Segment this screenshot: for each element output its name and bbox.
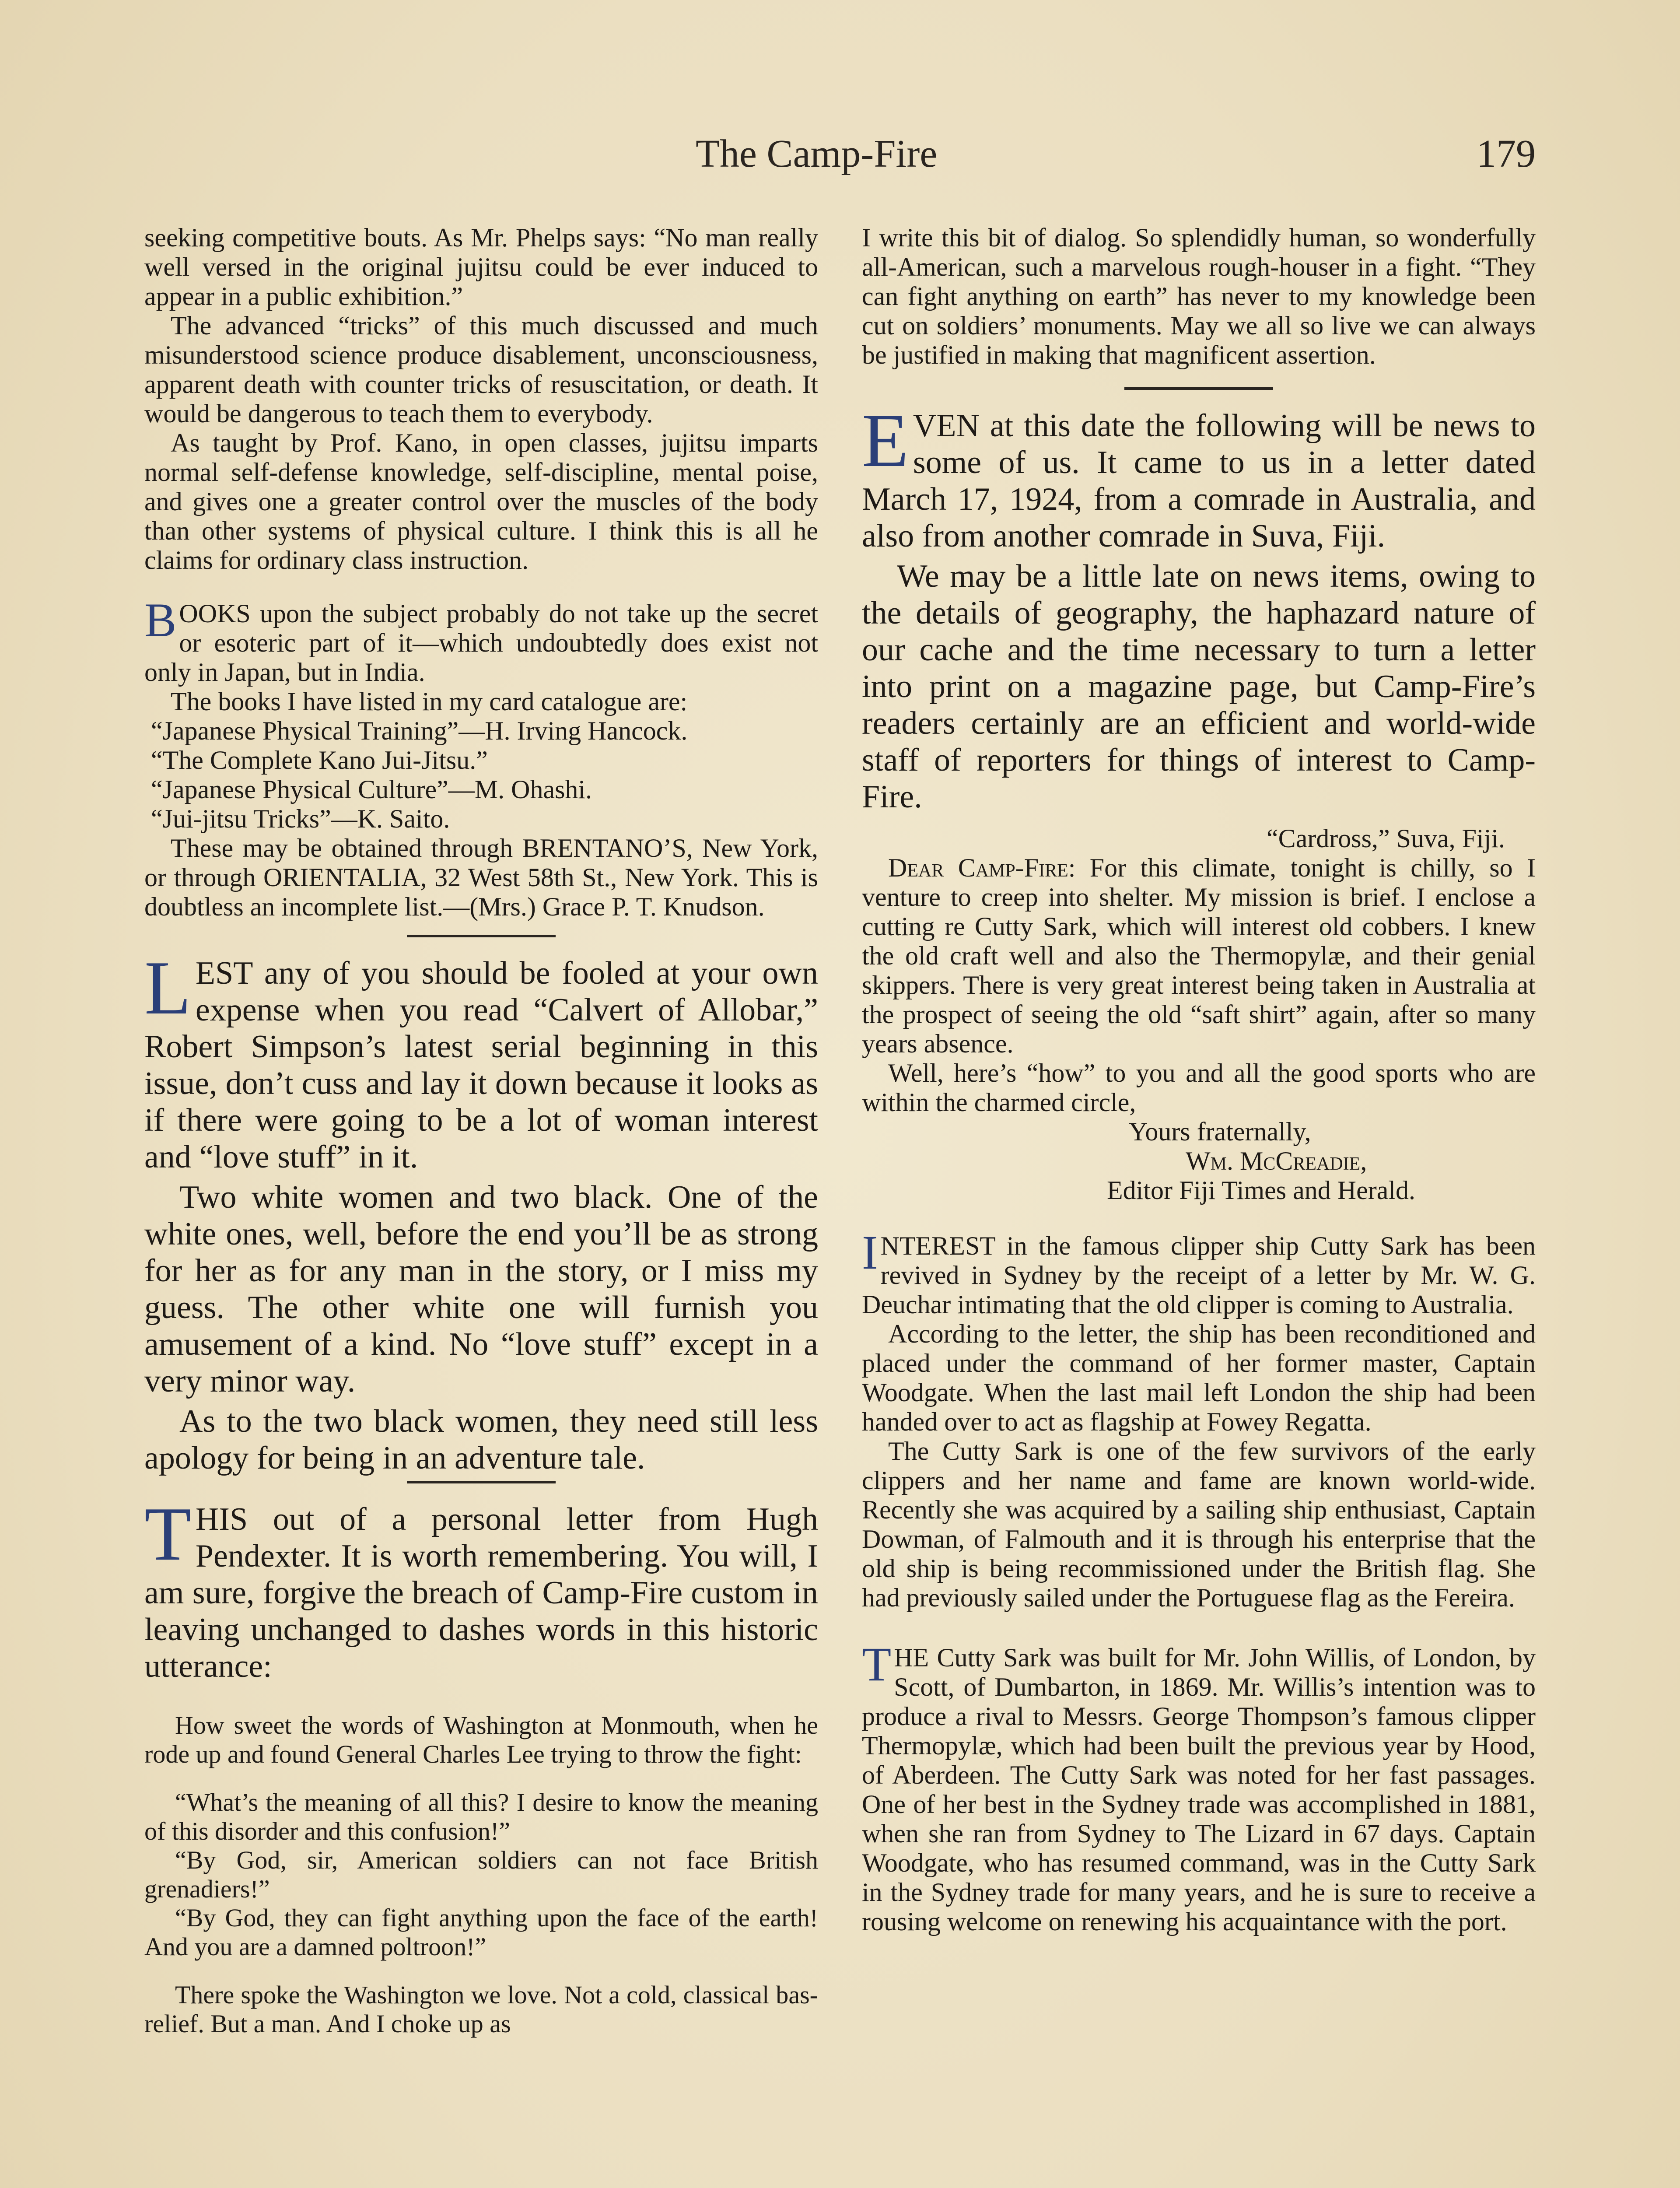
pendexter-section [144, 1491, 818, 1685]
quote-paragraph: How sweet the words of Washington at Monmouth, when he rode up and found General Charles Lee trying to throw the fight: [144, 1711, 818, 1768]
paragraph: The books I have listed in my card catalogue are: [171, 687, 688, 716]
letter-body [862, 853, 1536, 1059]
paragraph-text: VEN at this date the following will be news to some of us. It came to us in a letter dated March 17, 1924, from a comrade in Australia, and also from another comrade in Suva, Fiji. [862, 408, 1536, 554]
paragraph-text: NTEREST in the famous clipper ship Cutty Sark has been revived in Sydney by the receipt of a letter by Mr. W. G. Deuchar intimating that the old clipper is coming to Australia. [862, 1231, 1536, 1319]
jujitsu-section [144, 223, 818, 575]
paragraph [862, 1637, 1536, 1936]
letter-title: Editor Fiji Times and Herald. [1107, 1176, 1415, 1205]
books-section [144, 593, 818, 922]
salutation: Dear Camp-Fire: [888, 853, 1076, 882]
section-divider [1124, 387, 1273, 390]
quote-paragraph: “What’s the meaning of all this? I desire to know the meaning of this disorder and this confusion!” [144, 1788, 818, 1845]
page-number: 179 [1477, 132, 1536, 175]
cutty-sark-history [862, 1637, 1536, 1936]
cutty-sark-section [862, 1226, 1536, 1613]
paragraph [862, 398, 1536, 554]
paragraph: These may be obtained through BRENTANO’S, New York, or through ORIENTALIA, 32 West 58th St., New York. This is doubtless an incomplete list.—(Mrs.) Grace P. T. Knudson. [144, 834, 818, 921]
lest-section [144, 945, 818, 1476]
paragraph-text: For this climate, tonight is chilly, so I venture to creep into shelter. My mission is brief. I enclose a cutting re Cutty Sark, which will interest old cobbers. I knew the old craft well and also the Thermopylæ, and their genial skippers. There is very great interest being taken in Australia at the prospect of seeing the old “saft shirt” again, after so many years absence. [862, 853, 1536, 1058]
drop-cap: L [144, 945, 191, 1030]
paragraph: We may be a little late on news items, owing to the details of geography, the haphazard nature of our cache and the time necessary to turn a letter into print on a magazine page, but Camp-Fire’s readers certainly are an efficient and world-wide staff of reporters for things of interest to Camp-Fire. [862, 558, 1536, 815]
running-title: The Camp-Fire [696, 132, 938, 175]
book-list-item: “Japanese Physical Training”—H. Irving Hancock. [151, 716, 688, 745]
paragraph-text: EST any of you should be fooled at your own expense when you read “Calvert of Allobar,” Robert Simpson’s latest serial beginning in this issue, don’t cuss and lay it down because it looks as if there were going to be a lot of woman interest and “love stuff” in it. [144, 955, 818, 1175]
drop-cap: T [144, 1491, 191, 1576]
book-list-item: “Jui-jitsu Tricks”—K. Saito. [151, 804, 450, 833]
paragraph [144, 945, 818, 1175]
letter-closing: Yours fraternally, [1129, 1117, 1311, 1146]
book-list-item: “Japanese Physical Culture”—M. Ohashi. [151, 775, 592, 804]
section-divider [407, 1481, 556, 1483]
letter-body: Well, here’s “how” to you and all the good sports who are within the charmed circle, [862, 1059, 1536, 1117]
fiji-intro-section [862, 398, 1536, 815]
book-list-item: “The Complete Kano Jui-Jitsu.” [151, 746, 488, 775]
left-column [144, 223, 818, 2188]
paragraph-text: HE Cutty Sark was built for Mr. John Willis, of London, by Scott, of Dumbarton, in 1869. Mr. Willis’s intention was to produce a rival to Messrs. George Thompson’s famous clipper Thermopylæ, which had been built the previous year by Hood, of Aberdeen. The Cutty Sark was noted for her fast passages. One of her best in the Sydney trade was accomplished in 1881, when she ran from Sydney to The Lizard in 67 days. Captain Woodgate, who has resumed command, was in the Cutty Sark in the Sydney trade for many years, and he is sure to receive a rousing welcome on renewing his acquaintance with the port. [862, 1643, 1536, 1936]
paragraph: The advanced “tricks” of this much discussed and much misunderstood science produce disablement, unconsciousness, apparent death with counter tricks of resuscitation, or death. It would be dangerous to teach them to everybody. [144, 311, 818, 428]
paragraph [862, 1226, 1536, 1319]
right-column [862, 223, 1536, 2188]
paragraph: The Cutty Sark is one of the few survivors of the early clippers and her name and fame are known world-wide. Recently she was acquired by a sailing ship enthusiast, Captain Dowman, of Falmouth and it is through his enterprise that the old ship is being recommissioned under the British flag. She had previously sailed under the Portuguese flag as the Fereira. [862, 1437, 1536, 1612]
paragraph: seeking competitive bouts. As Mr. Phelps says: “No man really well versed in the original jujitsu could be ever induced to appear in a public exhibition.” [144, 223, 818, 311]
paragraph: Two white women and two black. One of the white ones, well, before the end you’ll be as strong for her as for any man in the story, or I miss my guess. The other white one will furnish you amusement of a kind. No “love stuff” except in a very minor way. [144, 1179, 818, 1399]
section-divider [407, 935, 556, 937]
quote-paragraph: “By God, they can fight anything upon the face of the earth! And you are a damned poltroon!” [144, 1904, 818, 1961]
paragraph: As taught by Prof. Kano, in open classes, jujitsu imparts normal self-defense knowledge, self-discipline, mental poise, and gives one a greater control over the muscles of the body than other systems of physical culture. I think this is all he claims for ordinary class instruction. [144, 428, 818, 575]
drop-cap: I [862, 1226, 878, 1279]
paragraph-text: OOKS upon the subject probably do not take up the secret or esoteric part of it—which undoubtedly does exist not only in Japan, but in India. [144, 599, 818, 687]
quote-paragraph: I write this bit of dialog. So splendidly human, so wonderfully all-American, such a marvelous rough-houser in a fight. “They can fight anything on earth” has never to my knowledge been cut on soldiers’ monuments. May we all so live we can always be justified in making that magnificent assertion. [862, 223, 1536, 369]
page-header [144, 131, 1536, 184]
paragraph: According to the letter, the ship has been reconditioned and placed under the command of her former master, Captain Woodgate. When the last mail left London the ship had been handed over to act as flagship at Fowey Regatta. [862, 1319, 1536, 1436]
quote-continuation [862, 223, 1536, 370]
drop-cap: B [144, 593, 177, 647]
paragraph: As to the two black women, they need still less apology for being in an adventure tale. [144, 1403, 818, 1476]
drop-cap: E [862, 398, 909, 483]
letter-place: “Cardross,” Suva, Fiji. [1267, 824, 1505, 853]
paragraph [144, 593, 818, 687]
letter-signature: Wm. McCreadie, [1186, 1147, 1367, 1175]
pendexter-quote [144, 1711, 818, 2038]
quote-paragraph: “By God, sir, American soldiers can not face British grenadiers!” [144, 1846, 818, 1903]
paragraph [144, 1491, 818, 1685]
drop-cap: T [862, 1637, 892, 1691]
fiji-letter [862, 824, 1536, 1205]
paragraph-text: HIS out of a personal letter from Hugh Pendexter. It is worth remembering. You will, I am sure, forgive the breach of Camp-Fire custom in leaving unchanged to dashes words in this historic utterance: [144, 1501, 818, 1684]
quote-paragraph: There spoke the Washington we love. Not a cold, classical bas-relief. But a man. And I choke up as [144, 1981, 818, 2038]
